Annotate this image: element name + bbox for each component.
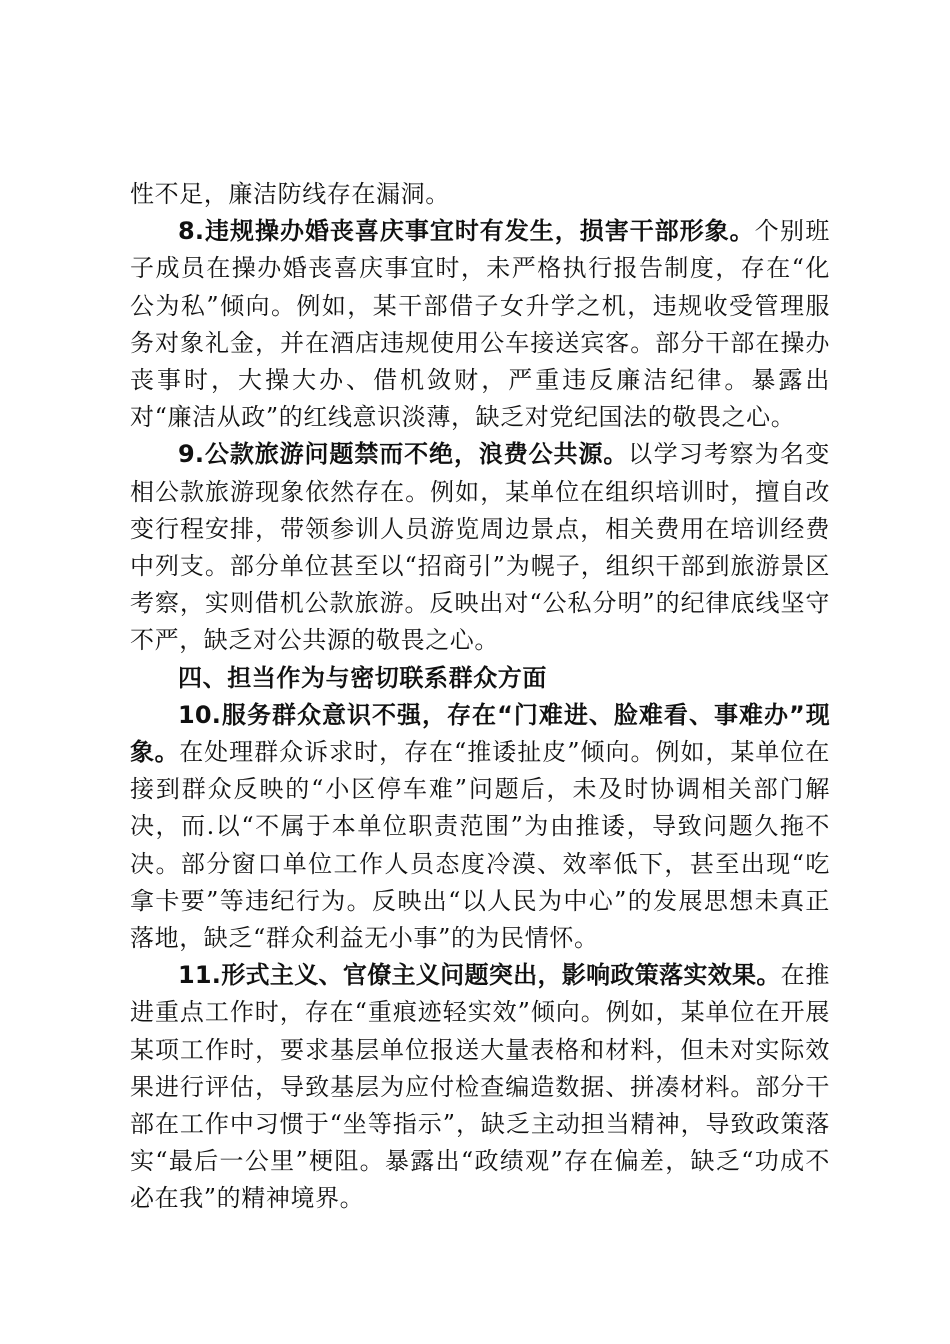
document-page — [130, 176, 830, 1218]
paragraph-body: 以学习考察为名变相公款旅游现象依然存在。例如，某单位在组织培训时，擅自改变行程安排，带领参训人员游览周边景点，相关费用在培训经费中列支。部分单位甚至以“招商引”为幌子，组织干部到旅游景区考察，实则借机公款旅游。反映出对“公私分明”的纪律底线坚守不严，缺乏对公共源的敬畏之心。 — [130, 440, 830, 655]
item-heading: 11.形式主义、官僚主义问题突出，影响政策落实效果。 — [178, 961, 781, 990]
item-heading: 9.公款旅游问题禁而不绝，浪费公共源。 — [178, 440, 629, 469]
paragraph-body: 性不足，廉洁防线存在漏洞。 — [130, 180, 450, 208]
paragraph-item-11 — [130, 957, 830, 1217]
paragraph-item-8 — [130, 213, 830, 436]
paragraph-body: 在处理群众诉求时，存在“推诿扯皮”倾向。例如，某单位在接到群众反映的“小区停车难”问题后，未及时协调相关部门解决，而.以“不属于本单位职责范围”为由推诿，导致问题久拖不决。部分窗口单位工作人员态度冷漠、效率低下，甚至出现“吃拿卡要”等违纪行为。反映出“以人民为中心”的发展思想未真正落地，缺乏“群众利益无小事”的为民情怀。 — [130, 738, 830, 953]
paragraph-item-10 — [130, 697, 830, 957]
paragraph-body: 在推进重点工作时，存在“重痕迹轻实效”倾向。例如，某单位在开展某项工作时，要求基层单位报送大量表格和材料，但未对实际效果进行评估，导致基层为应付检查编造数据、拼凑材料。部分干部在工作中习惯于“坐等指示”，缺乏主动担当精神，导致政策落实“最后一公里”梗阻。暴露出“政绩观”存在偏差，缺乏“功成不必在我”的精神境界。 — [130, 961, 830, 1213]
item-heading: 8.违规操办婚丧喜庆事宜时有发生，损害干部形象。 — [178, 217, 755, 246]
paragraph-body: 个别班子成员在操办婚丧喜庆事宜时，未严格执行报告制度，存在“化公为私”倾向。例如，某干部借子女升学之机，违规收受管理服务对象礼金，并在酒店违规使用公车接送宾客。部分干部在操办丧事时，大操大办、借机敛财，严重违反廉洁纪律。暴露出对“廉洁从政”的红线意识淡薄，缺乏对党纪国法的敬畏之心。 — [130, 217, 830, 432]
section-heading: 四、担当作为与密切联系群众方面 — [178, 663, 547, 692]
paragraph-item-9 — [130, 436, 830, 659]
paragraph-continuation — [130, 176, 830, 213]
item-heading: 10.服务群众意识不强，存在“门难进、脸难看、事难办”现象。 — [130, 700, 830, 767]
